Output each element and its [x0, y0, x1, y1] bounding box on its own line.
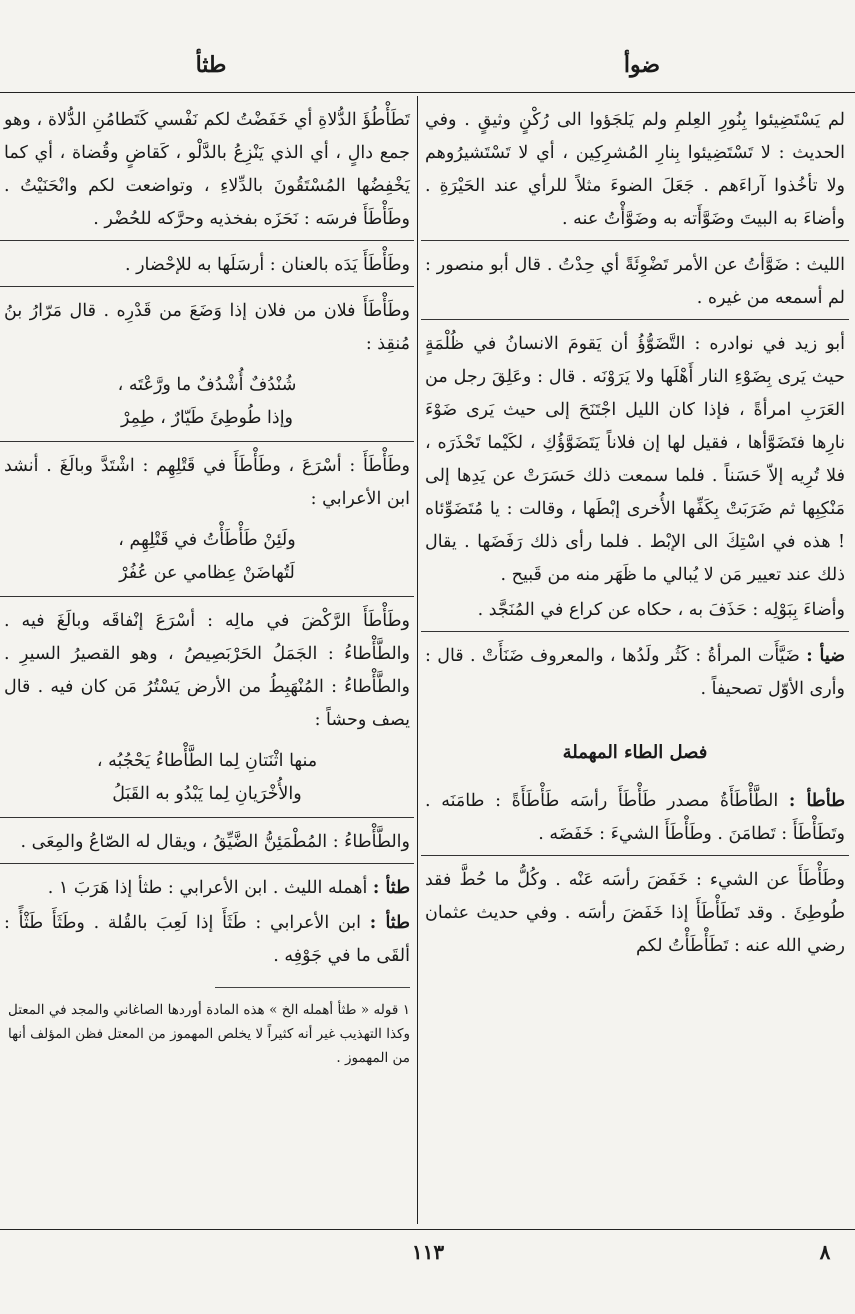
- header-word-left: طثأ: [195, 52, 227, 78]
- entry-paragraph: وطَأْطَأَ : أسْرَعَ ، وطَأْطَأَ في قَتْلِهِم : اشْتَدَّ وبالَغَ . أنشد ابن الأعرابي :: [4, 456, 410, 509]
- divider: [421, 855, 849, 856]
- verse-line: شُنْدُفٌ أُشْدُفٌ ما ورَّعْتَه ،: [117, 375, 297, 395]
- headword: طأطأ :: [788, 791, 845, 811]
- footnote-text: ١ قوله « طثأ أهمله الخ » هذه المادة أوردها الصاغاني والمجد في المعتل وكذا التهذيب غير أنه كثيراً لا يخلص المهموز من المعتل فظن المؤلف أنها من المهموز .: [8, 1002, 410, 1066]
- entry-paragraph: أبو زيد في نوادره : التَّضَوُّؤُ أن يَقومَ الانسانُ في ظُلْمَةٍ حيث يَرى بِضَوْءِ النار أَهْلَها ولا يَرَوْنَه . قال : وعَلِقَ رجل من العَرَبِ امرأةً ، فإذا كان الليل اجْتَنَحَ إلى حيث يَرى ضَوْءَ نارِها فتَضَوَّأها ، فقيل لها إن فلاناً يَتَضَوَّؤُكِ ، لكَيْما تَحْذَرَه ، فلا تُرِيه إلاّ حَسَناً . فلما سمعت ذلك حَسَرَتْ عن يَدِها إلى مَنْكِبِها ثم ضَرَبَتْ بِكَفِّها الأُخرى إبْطَها ، وقالت : يا مُتَضَوِّئاه ! هذه في اسْتِكَ الى الإبْط . فلما رأى ذلك رَفَضَها . يقال ذلك عند تعيير مَن لا يُبالي ما ظَهَر منه من قَبيح .: [425, 334, 845, 585]
- entry-text: ضَيَّأَت المرأةُ : كَثُر ولَدُها ، والمعروف ضَنَأَتْ . قال : وأرى الأوّل تصحيفاً .: [425, 646, 845, 699]
- divider: [0, 441, 414, 442]
- divider: [0, 286, 414, 287]
- verse: [4, 524, 410, 590]
- section-title: فصل الطاء المهملة: [562, 742, 708, 763]
- verse-line: لَتُهاضَنْ عِظامي عن عُفُرْ: [119, 563, 295, 583]
- divider: [0, 817, 414, 818]
- entry-paragraph: [4, 907, 410, 973]
- verse: [4, 369, 410, 435]
- entry-paragraph: وطَأْطَأَ عن الشيء : خَفَضَ رأسَه عَنْه . وكُلُّ ما حُطَّ فقد طُوطِئَ . وقد تَطَأْطَأَ إذا خَفَضَ رأسَه . وفي حديث عثمان رضي الله عنه : تَطَأْطَأْتُ لكم: [425, 870, 845, 956]
- verse: [4, 745, 410, 811]
- entry-paragraph: [425, 640, 845, 706]
- verse-line: والأُخْرَيانِ لِما يَبْدُو به القَبَلُ: [112, 784, 302, 804]
- entry-paragraph: [425, 785, 845, 851]
- divider: [0, 240, 414, 241]
- verse-line: ولَئِنْ طَأْطَأْتُ في قَتْلِهِم ،: [118, 530, 296, 550]
- right-column: [425, 104, 845, 965]
- footer-rule: [0, 1229, 855, 1230]
- entry-paragraph: وطَأْطَأَ فلان من فلان إذا وَضَعَ من قَدْرِه . قال مَرّارُ بنُ مُنقِذ :: [4, 301, 410, 354]
- column-divider: [417, 96, 418, 1224]
- headword: طثأ :: [372, 878, 410, 898]
- headword: ضيأ :: [806, 646, 845, 666]
- entry-text: أهمله الليث . ابن الأعرابي : طثأ إذا هَرَبَ ١ .: [47, 878, 373, 898]
- entry-paragraph: والطَّأْطاءُ : المُطْمَئِنُّ الضَّيِّقُ ، ويقال له الصّاعُ والمِعَى .: [20, 832, 410, 852]
- entry-paragraph: تَطَأْطُؤَ الدُّلاةِ أي خَفَضْتُ لكم نَفْسي كَتَطامُنِ الدُّلاة ، وهو جمع دالٍ ، أي الذي يَنْزِعُ بالدَّلْو ، كَقاضٍ وقُضاة ، أي كما يَخْفِضُها المُسْتَقُونَ بالدِّلاءِ ، وتواضعت لكم وانْحَنَيْتُ . وطَأْطَأَ فرسَه : نَحَزَه بفخذيه وحرَّكه للحُضْر .: [4, 110, 410, 229]
- entry-paragraph: [4, 872, 410, 905]
- entry-text: ابن الأعرابي : طَثَأَ إذا لَعِبَ بالقُلة . وطَثَأَ طَثْأً : ألقَى ما في جَوْفِه .: [4, 913, 410, 966]
- header-rule: [0, 92, 855, 93]
- entry-paragraph: وطَأْطَأَ الرَّكْضَ في مالِه : أسْرَعَ إنْفاقَه وبالَغَ فيه . والطَّأْطاءُ : الجَمَلُ الحَرْبَصِيصُ ، وهو القصيرُ السيرِ . والطَّأْطاءُ : المُنْهَبِطُ من الأرض يَسْتُرُ مَن كان فيه . قال يصف وحشاً :: [4, 611, 410, 730]
- signature-number: ٨: [819, 1240, 831, 1264]
- divider: [0, 863, 414, 864]
- entry-paragraph: لم يَسْتَضِيئوا بِنُورِ العِلمِ ولم يَلجَؤوا الى رُكْنٍ وثيقٍ . وفي الحديث : لا تَسْتَضِيئوا بِنارِ المُشرِكِين ، أي لا تَسْتَشيرُوهم ولا تأخُذوا آراءَهم . جَعَلَ الضوءَ مثلاً للرأي عند الحَيْرَةِ . وأضاءَ به البيتَ وضَوَّأَته به وضَوَّأْتُ عنه .: [425, 110, 845, 229]
- verse-line: منها اثْنَتانِ لِما الطَّأْطاءُ يَحْجُبُه ،: [96, 751, 318, 771]
- verse-line: وإذا طُوطِئَ طَيّارٌ ، طِمِرْ: [120, 408, 294, 428]
- divider: [421, 240, 849, 241]
- divider: [0, 596, 414, 597]
- footnote: [8, 987, 410, 1070]
- divider: [421, 319, 849, 320]
- divider: [421, 631, 849, 632]
- headword: طثأ :: [369, 913, 410, 933]
- entry-paragraph: الليث : ضَوَّأتُ عن الأمر تَضْوِئَةً أي حِدْتُ . قال أبو منصور : لم أسمعه من غيره .: [425, 255, 845, 308]
- entry-text: الطَّأْطَأَةُ مصدر طَأْطَأَ رأسَه طَأْطَأَةً : طامَنَه . وتَطَأْطَأَ : تَطامَنَ . وطَأْطَأَ الشيءَ : خَفَضَه .: [425, 791, 845, 844]
- left-column: [4, 104, 410, 1070]
- entry-paragraph: وأضاءَ بِبَوْلِه : حَذَفَ به ، حكاه عن كراع في المُنَجَّد .: [477, 600, 845, 620]
- entry-paragraph: وطَأْطَأَ يَدَه بالعنان : أرسَلَها به للإحْضار .: [124, 255, 410, 275]
- header-word-right: ضوأ: [623, 52, 661, 78]
- page-number: ١١٣: [411, 1240, 445, 1264]
